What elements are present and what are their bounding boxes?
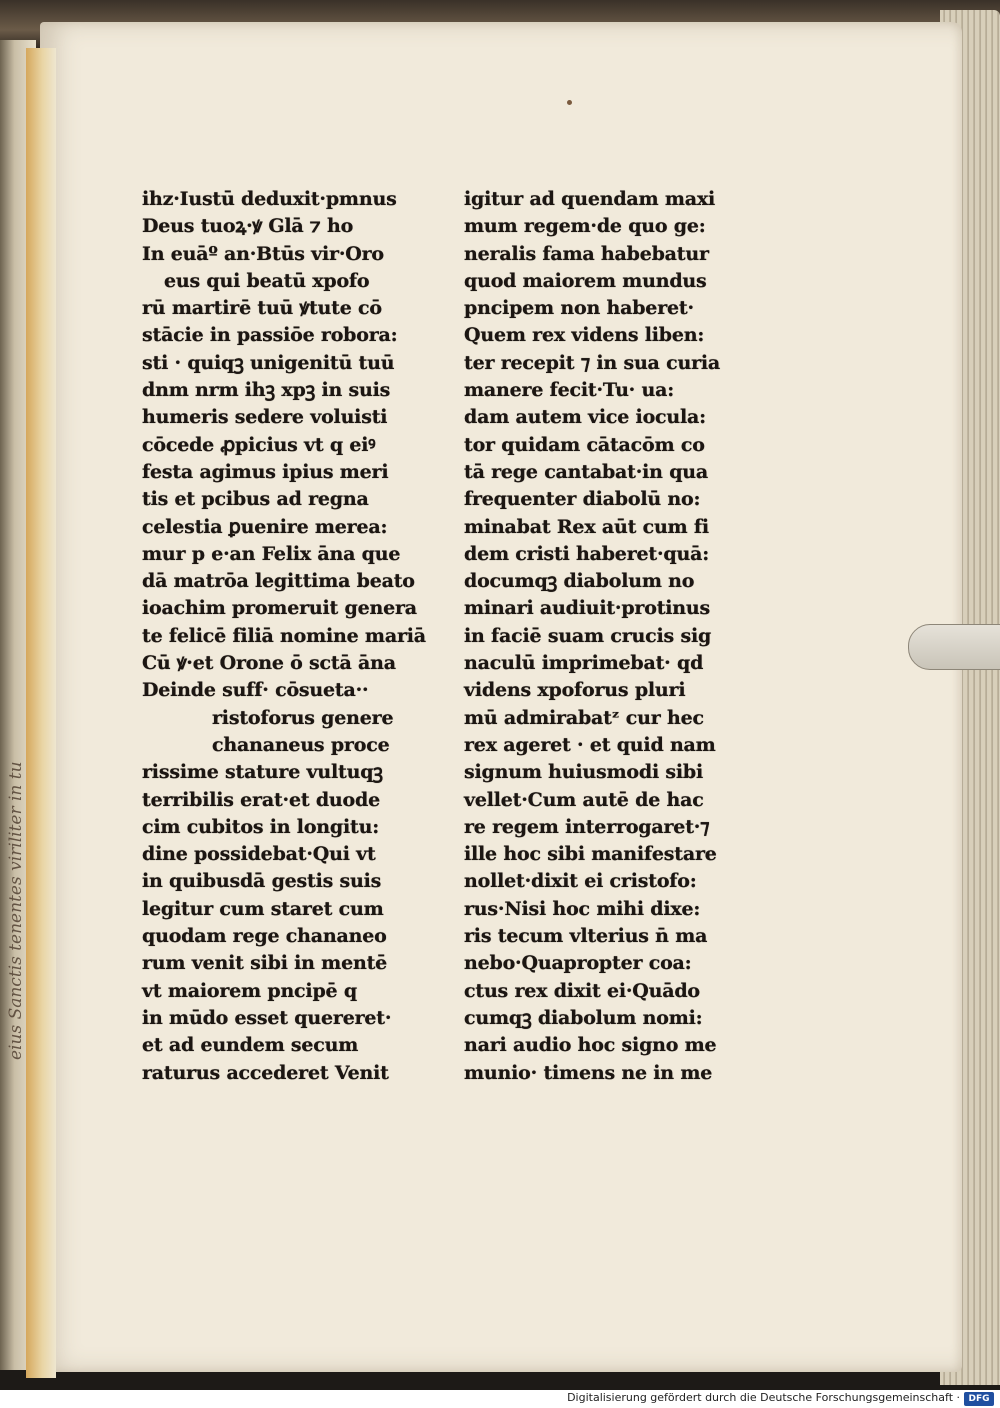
text-line: tā rege cantabat·in qua xyxy=(464,460,709,483)
text-line: rum venit sibi in mentē xyxy=(142,952,388,975)
text-line: eus qui beatū xpofo xyxy=(164,269,370,292)
text-line: dā matrōa legittima beato xyxy=(142,570,415,593)
text-line: tor quidam cātacōm co xyxy=(464,433,705,456)
text-line: rissime stature vultuqꝫ xyxy=(142,761,383,784)
text-line: frequenter diabolū no: xyxy=(464,488,701,511)
text-line: te felicē filiā nomine mariā xyxy=(142,624,426,647)
text-line: dam autem vice iocula: xyxy=(464,406,706,429)
text-line: nebo·Quapropter coa: xyxy=(464,952,692,975)
text-line: rex ageret · et quid nam xyxy=(464,733,716,756)
text-line: tis et pcibus ad regna xyxy=(142,488,369,511)
text-line: in quibusdā gestis suis xyxy=(142,870,382,893)
text-line: mum regem·de quo ge: xyxy=(464,215,706,238)
text-line: Quem rex videns liben: xyxy=(464,324,705,347)
text-line: videns xpoforus pluri xyxy=(464,679,686,702)
text-line: munio· timens ne in me xyxy=(464,1061,713,1084)
text-line: stācie in passiōe robora: xyxy=(142,324,398,347)
text-line: quodam rege chananeo xyxy=(142,925,387,948)
pin-mark xyxy=(567,100,572,105)
text-line: sti · quiqꝫ unigenitū tuū xyxy=(142,351,395,374)
text-line: humeris sedere voluisti xyxy=(142,406,388,429)
dfg-logo: DFG xyxy=(964,1392,994,1406)
text-line: quod maiorem mundus xyxy=(464,269,707,292)
text-line: in mūdo esset quereret· xyxy=(142,1006,392,1029)
text-line: cim cubitos in longitu: xyxy=(142,815,380,838)
text-line: ioachim promeruit genera xyxy=(142,597,417,620)
text-line: et ad eundem secum xyxy=(142,1034,359,1057)
text-line: terribilis erat·et duode xyxy=(142,788,380,811)
text-line: nari audio hoc signo me xyxy=(464,1034,717,1057)
text-line: naculū imprimebat· qd xyxy=(464,652,704,675)
text-line: manere fecit·Tu· ua: xyxy=(464,379,675,402)
text-line: signum huiusmodi sibi xyxy=(464,761,704,784)
funding-credit: Digitalisierung gefördert durch die Deutsche Forschungsgemeinschaft · xyxy=(567,1391,960,1404)
text-column-right xyxy=(464,186,749,1087)
text-line: ille hoc sibi manifestare xyxy=(464,843,717,866)
text-line: Deinde suff· cōsueta·· xyxy=(142,679,369,702)
page-tab-marker xyxy=(908,624,1000,670)
text-line: ctus rex dixit ei·Quādo xyxy=(464,979,700,1002)
text-line: ter recepit ⁊ in sua curia xyxy=(464,351,721,374)
text-line: igitur ad quendam maxi xyxy=(464,188,716,210)
text-line: In euāº an·Btūs vir·Oro xyxy=(142,242,384,265)
text-line: minari audiuit·protinus xyxy=(464,597,711,620)
text-line: minabat Rex aūt cum fi xyxy=(464,515,709,538)
text-line: ihz·Iustū deduxit·pmnus xyxy=(142,188,397,210)
text-line: vellet·Cum autē de hac xyxy=(464,788,704,811)
handwritten-margin-note: eius Sanctis tenentes viriliter in tu xyxy=(6,761,26,1060)
text-line: cōcede ꝓpicius vt q eiꝰ xyxy=(142,433,376,456)
footer-bar xyxy=(0,1390,1000,1408)
text-line: festa agimus ipius meri xyxy=(142,460,389,483)
text-line: in faciē suam crucis sig xyxy=(464,624,712,647)
text-line: chananeus proce xyxy=(212,733,390,756)
text-line: dine possidebat·Qui vt xyxy=(142,843,376,866)
text-line: vt maiorem pncipē q xyxy=(142,979,357,1002)
text-line: cumqꝫ diabolum nomi: xyxy=(464,1006,703,1029)
text-line: raturus accederet Venit xyxy=(142,1061,389,1084)
text-line: dnm nrm ihꝫ xpꝫ in suis xyxy=(142,379,391,402)
text-line: rū martirē tuū ꝟtute cō xyxy=(142,297,382,320)
text-line: mū admirabatᶻ cur hec xyxy=(464,706,704,729)
text-line: ris tecum vlterius n̄ ma xyxy=(464,925,708,948)
text-line: mur p e·an Felix āna que xyxy=(142,542,401,565)
text-line: rus·Nisi hoc mihi dixe: xyxy=(464,897,701,920)
text-line: neralis fama habebatur xyxy=(464,242,709,265)
text-line: pncipem non haberet· xyxy=(464,297,694,320)
text-line: Cū ꝟ·et Orone ō sctā āna xyxy=(142,652,396,675)
text-column-left xyxy=(142,186,432,1087)
text-line: re regem interrogaret·⁊ xyxy=(464,815,710,838)
text-line: Deus tuoꝝ·ꝟ Glā ⁊ ho xyxy=(142,215,354,238)
text-line: celestia ꝑuenire merea: xyxy=(142,515,388,538)
text-line: documqꝫ diabolum no xyxy=(464,570,695,593)
text-line: nollet·dixit ei cristofo: xyxy=(464,870,697,893)
text-line: dem cristi haberet·quā: xyxy=(464,542,710,565)
text-line: ristoforus genere xyxy=(212,706,394,729)
text-line: legitur cum staret cum xyxy=(142,897,384,920)
